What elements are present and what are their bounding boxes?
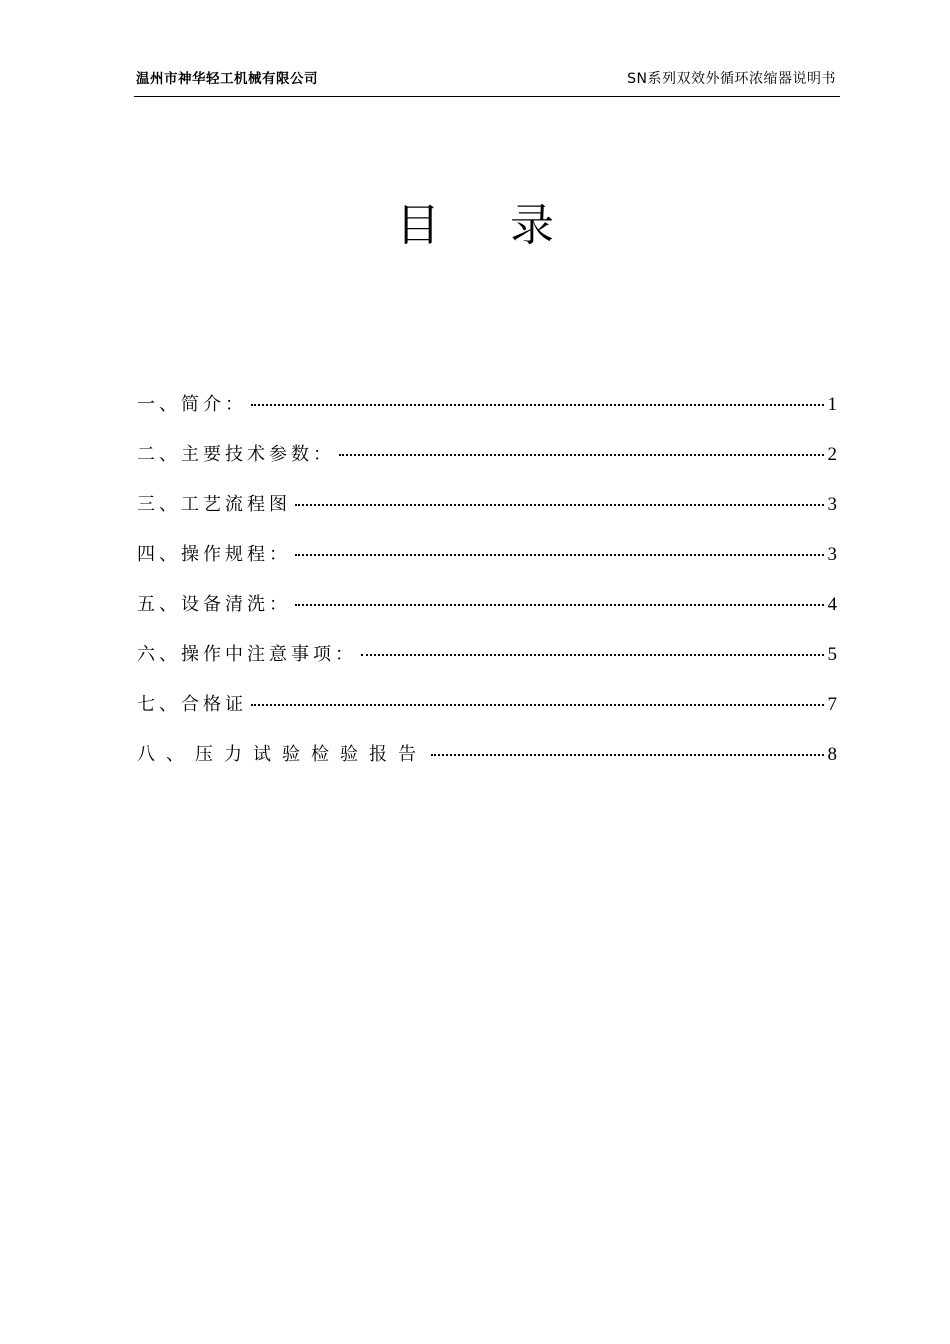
toc-item-label: 八、压力试验检验报告 <box>137 744 427 765</box>
toc-leader-dots <box>251 704 824 706</box>
toc-item-page: 3 <box>827 494 837 515</box>
toc-item-pressure-test-report[interactable] <box>137 740 837 790</box>
toc-item-page: 2 <box>827 444 837 465</box>
toc-item-label: 五、设备清洗： <box>137 594 291 615</box>
company-name: 温州市神华轻工机械有限公司 <box>136 71 318 87</box>
toc-leader-dots <box>431 754 824 756</box>
toc-item-label: 三、工艺流程图 <box>137 494 291 515</box>
toc-leader-dots <box>339 454 824 456</box>
toc-item-precautions[interactable] <box>137 640 837 690</box>
page-header <box>134 70 840 97</box>
toc-item-label: 二、主要技术参数： <box>137 444 335 465</box>
toc-item-label: 一、简介： <box>137 394 247 415</box>
toc-item-certificate[interactable] <box>137 690 837 740</box>
toc-item-process-flow[interactable] <box>137 490 837 540</box>
toc-item-page: 5 <box>827 644 837 665</box>
toc-item-label: 七、合格证 <box>137 694 247 715</box>
toc-item-label: 六、操作中注意事项： <box>137 644 357 665</box>
toc-item-page: 3 <box>827 544 837 565</box>
toc-item-intro[interactable] <box>137 390 837 440</box>
toc-leader-dots <box>295 504 824 506</box>
table-of-contents <box>137 390 837 790</box>
toc-item-page: 1 <box>827 394 837 415</box>
toc-leader-dots <box>295 554 824 556</box>
toc-item-page: 7 <box>827 694 837 715</box>
toc-leader-dots <box>361 654 824 656</box>
toc-leader-dots <box>251 404 824 406</box>
page-title: 目录 <box>396 200 624 251</box>
toc-item-label: 四、操作规程： <box>137 544 291 565</box>
toc-leader-dots <box>295 604 824 606</box>
toc-item-operating-procedure[interactable] <box>137 540 837 590</box>
toc-item-page: 4 <box>827 594 837 615</box>
toc-item-tech-params[interactable] <box>137 440 837 490</box>
toc-item-page: 8 <box>827 744 837 765</box>
toc-item-cleaning[interactable] <box>137 590 837 640</box>
document-title: SN系列双效外循环浓缩器说明书 <box>627 71 836 87</box>
